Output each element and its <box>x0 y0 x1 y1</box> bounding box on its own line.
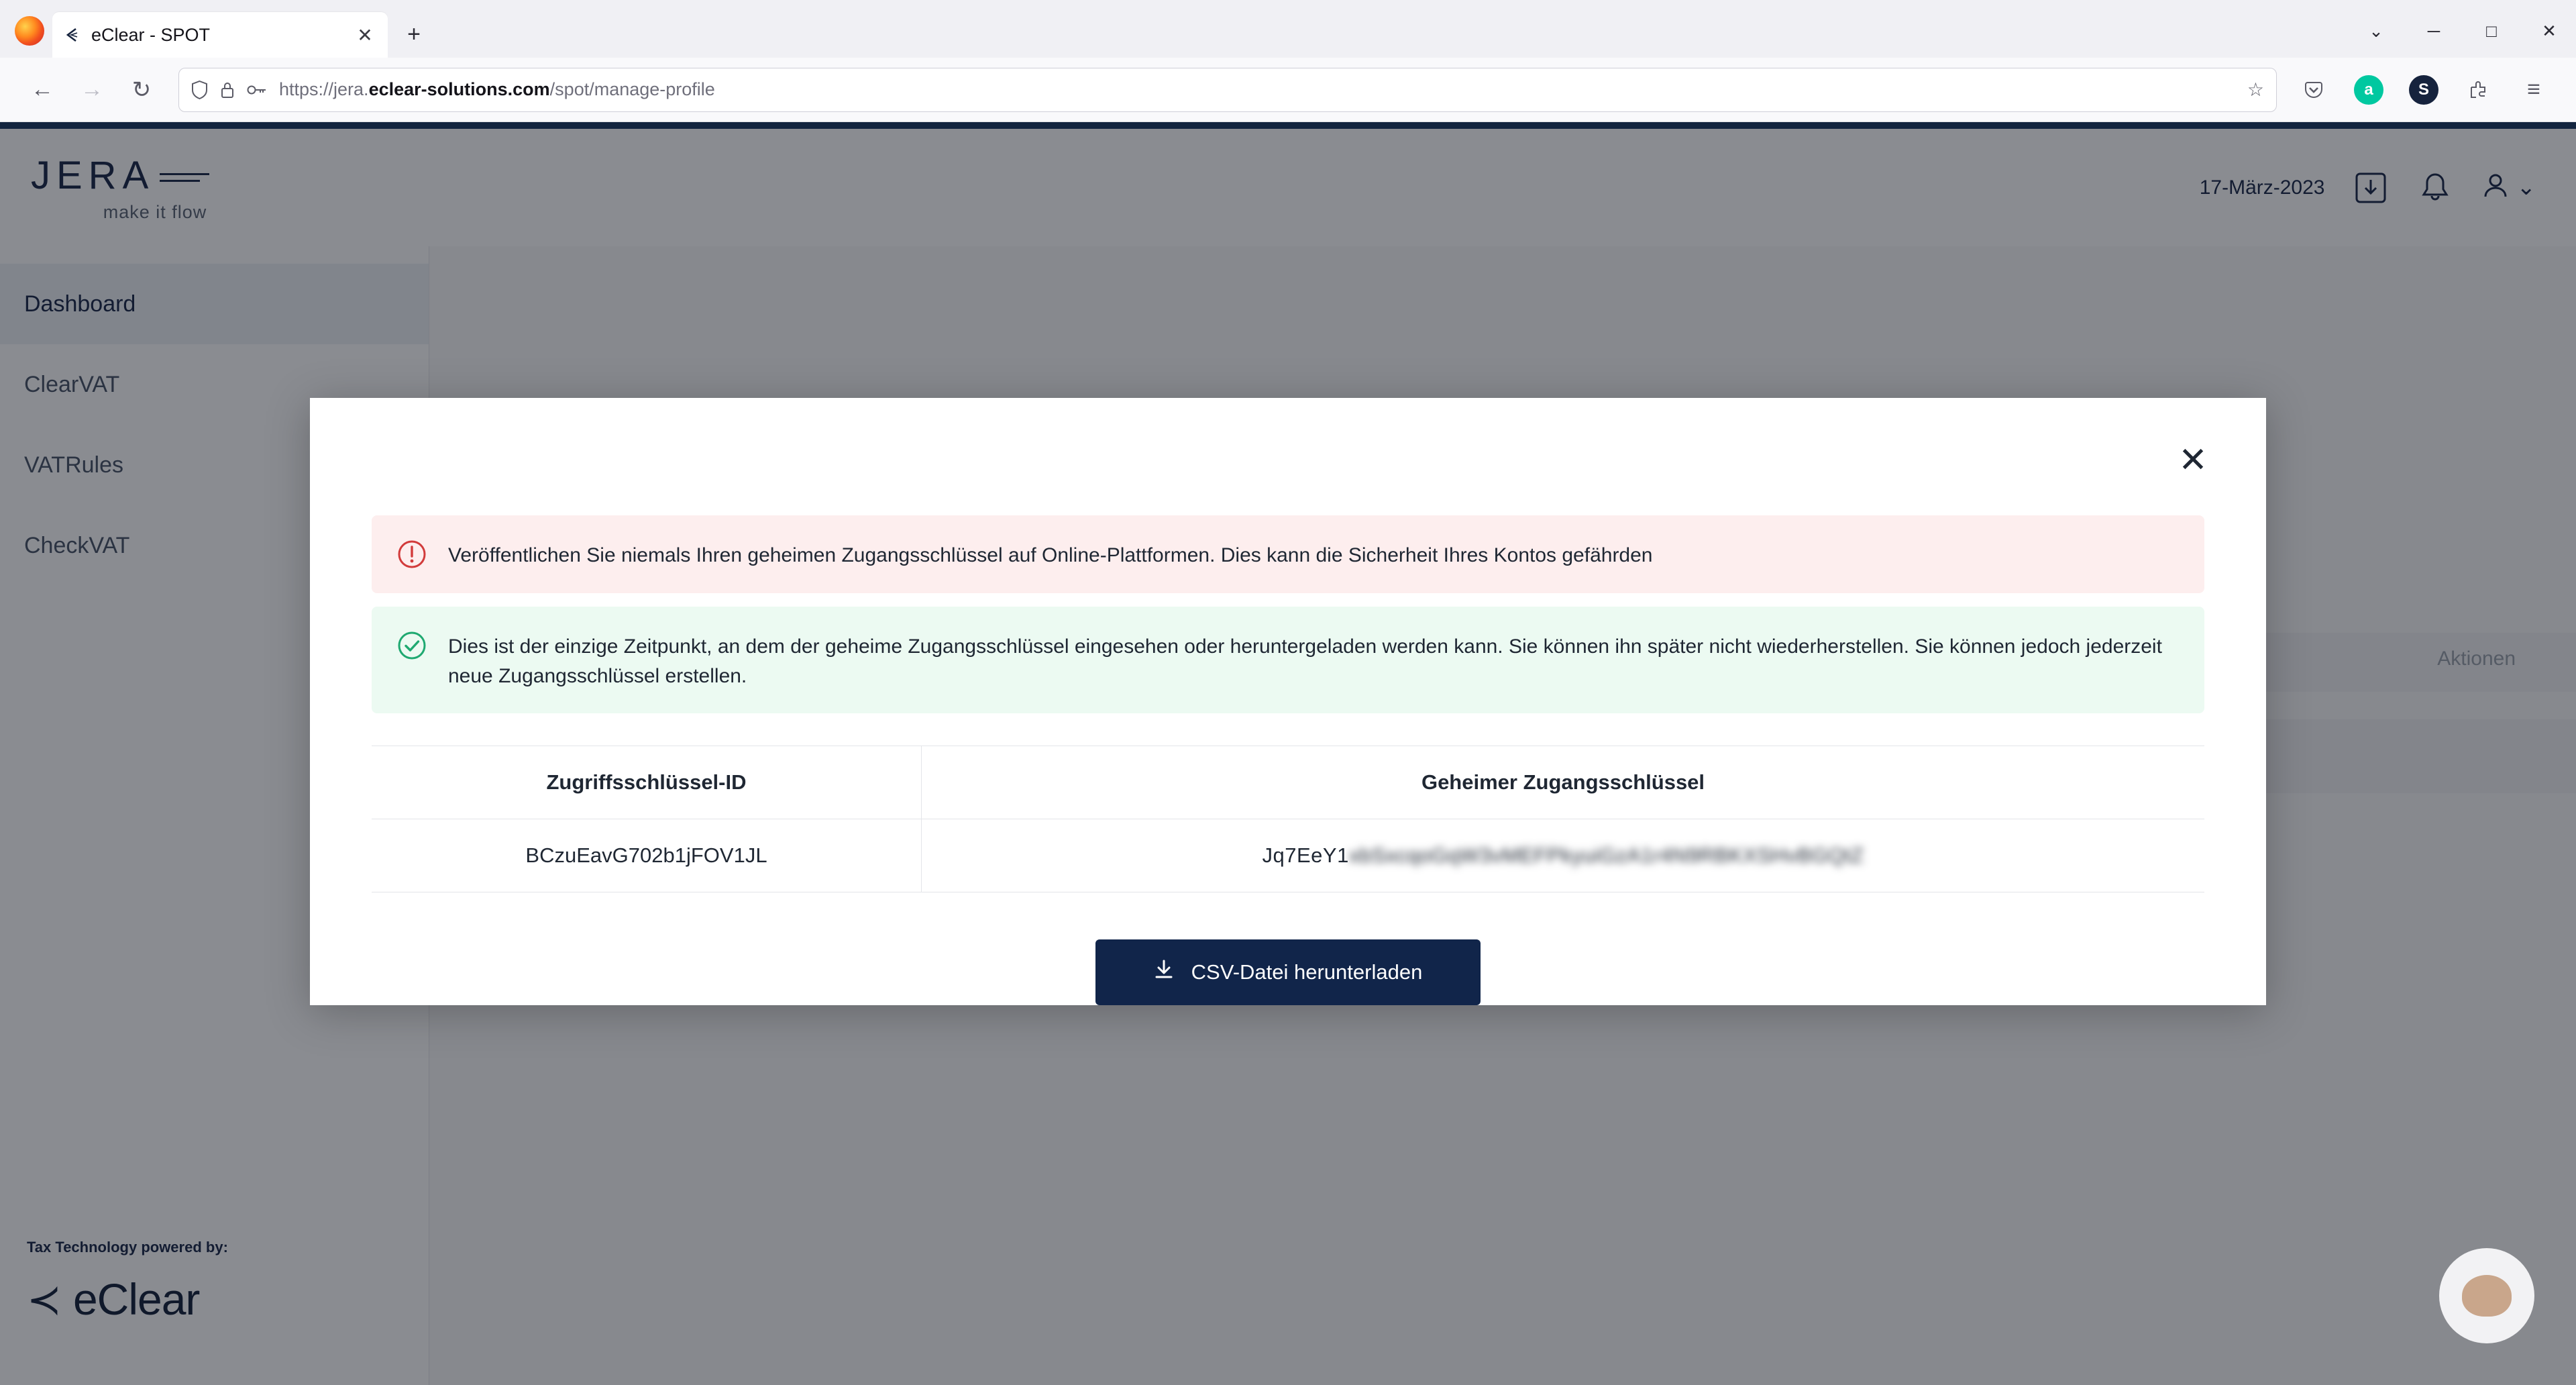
success-alert <box>372 607 2204 713</box>
danger-alert-text: Veröffentlichen Sie niemals Ihren geheimen Zugangsschlüssel auf Online-Plattformen. Dies kann die Sicherheit Ihres Kontos gefährden <box>448 544 1653 566</box>
danger-alert <box>372 515 2204 593</box>
forward-icon[interactable]: → <box>80 76 103 102</box>
alert-circle-icon <box>396 538 428 570</box>
access-key-id-value: BCzuEavG702b1jFOV1JL <box>525 843 767 867</box>
reload-icon[interactable]: ↻ <box>131 76 152 103</box>
extensions-icon[interactable] <box>2454 65 2504 115</box>
firefox-logo-icon <box>15 16 44 46</box>
list-all-tabs-icon[interactable]: ⌄ <box>2369 20 2383 41</box>
browser-menu-icon[interactable]: ≡ <box>2527 76 2540 102</box>
close-window-icon[interactable]: ✕ <box>2542 20 2557 41</box>
column-header-label: Zugriffsschlüssel-ID <box>546 770 747 794</box>
column-header-secret-key <box>922 746 2204 819</box>
success-alert-text: Dies ist der einzige Zeitpunkt, an dem der geheime Zugangsschlüssel eingesehen oder heruntergeladen werden kann. Sie können ihn später nicht wiederherstellen. Sie können jedoch jederzeit neue Zugangsschlüssel erstellen. <box>448 635 2162 687</box>
table-header-row <box>372 746 2204 819</box>
tab-close-icon[interactable]: ✕ <box>357 24 373 46</box>
chat-launcher[interactable] <box>2439 1248 2534 1343</box>
url-text: https://jera.eclear-solutions.com/spot/manage-profile <box>279 79 715 99</box>
browser-navbar <box>0 58 2576 122</box>
column-header-actions: Aktionen <box>2437 648 2516 670</box>
header-date: 17-März-2023 <box>2199 176 2325 199</box>
download-icon <box>1154 959 1174 986</box>
shield-icon <box>191 81 208 99</box>
browser-toolbar-right <box>2289 65 2559 115</box>
secret-key-value <box>1263 843 1864 868</box>
eclear-favicon-icon <box>63 25 82 44</box>
check-circle-icon <box>396 629 428 662</box>
key-icon <box>247 83 267 97</box>
cell-secret-key <box>922 819 2204 892</box>
chat-avatar-icon <box>2462 1275 2512 1317</box>
download-csv-button[interactable] <box>1095 939 1481 1005</box>
account-extension-icon[interactable] <box>2344 65 2394 115</box>
column-header-access-key-id <box>372 746 922 819</box>
access-key-table <box>372 746 2204 892</box>
savings-badge: S <box>2409 75 2438 105</box>
eclear-logo-label: eClear <box>72 1274 200 1324</box>
browser-tabbar <box>0 0 2576 58</box>
minimize-window-icon[interactable]: ─ <box>2427 20 2440 41</box>
maximize-window-icon[interactable]: □ <box>2486 20 2497 41</box>
close-icon[interactable]: ✕ <box>2178 441 2208 480</box>
sidebar-item-label: ClearVAT <box>24 371 120 397</box>
access-key-modal <box>310 398 2266 1005</box>
jera-tagline: make it flow <box>103 201 207 222</box>
cell-access-key-id <box>372 819 922 892</box>
account-badge: a <box>2354 75 2383 105</box>
jera-logo-label: JERA <box>31 153 155 197</box>
pocket-icon[interactable] <box>2289 65 2339 115</box>
back-icon[interactable]: ← <box>31 76 54 102</box>
download-csv-label: CSV-Datei herunterladen <box>1191 960 1423 984</box>
savings-extension-icon[interactable] <box>2399 65 2449 115</box>
browser-tab[interactable] <box>52 12 388 58</box>
window-controls <box>2359 16 2567 58</box>
bookmark-icon[interactable]: ☆ <box>2247 79 2264 100</box>
lock-icon <box>220 81 235 99</box>
sidebar-item-label: CheckVAT <box>24 532 130 558</box>
column-header-label: Geheimer Zugangsschlüssel <box>1421 770 1705 794</box>
page-viewport <box>0 122 2576 1385</box>
secret-visible-part: Jq7EeY1 <box>1262 843 1349 867</box>
eclear-mark-icon: ≺ <box>27 1276 61 1323</box>
address-bar[interactable] <box>178 68 2277 112</box>
chevron-down-icon: ⌄ <box>2516 174 2536 201</box>
powered-by-label: Tax Technology powered by: <box>27 1239 228 1255</box>
new-tab-button[interactable]: + <box>407 21 421 47</box>
secret-masked-part: xbSxcqoGqW3vMEFPkyuiGzA1r4N9RBKXSHvBGQtZ <box>1348 843 1864 867</box>
tab-title: eClear - SPOT <box>91 24 211 45</box>
sidebar-item-label: VATRules <box>24 452 124 478</box>
table-row <box>372 819 2204 892</box>
sidebar-item-label: Dashboard <box>24 291 136 317</box>
